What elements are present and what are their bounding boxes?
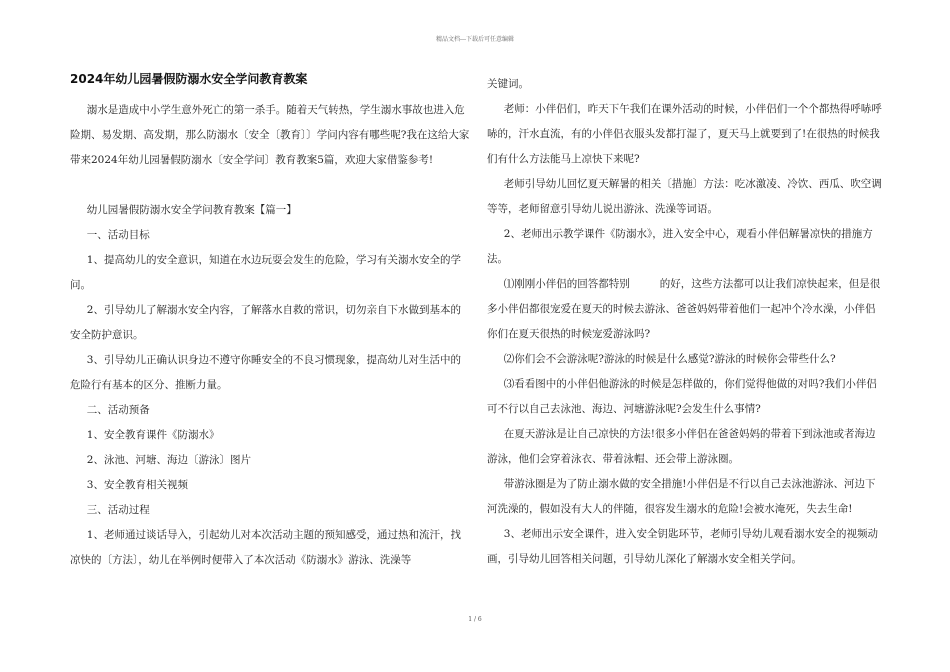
paragraph: 关键词。 — [487, 78, 529, 90]
prep-item: 1、安全教育课件《防溺水》 — [86, 429, 220, 441]
subheading-preparation: 二、活动预备 — [86, 404, 150, 416]
goal-item: 1、提高幼儿的安全意识，知道在水边玩耍会发生的危险，学习有关溺水安全的学问。 — [70, 254, 461, 291]
paragraph: 老师：小伴侣们，昨天下午我们在课外活动的时候，小伴侣们一个个都热得呼哧呼哧的，汗水直流，有的小伴侣衣服头发都打湿了，夏天马上就要到了!在很热的时候我们有什么方法能马上凉快下来呢? — [487, 103, 882, 165]
paragraph-part: 的好，这些方法都可以让我们凉快起来，但是很多小伴侣都很宠爱在夏天的时候去游泳、爸爸妈妈带着他们一起冲个冷水澡，小伴侣你们在夏天很热的时候宠爱游泳吗? — [487, 278, 881, 340]
section-heading: 幼儿园暑假防溺水安全学问教育教案【篇一】 — [86, 204, 297, 216]
intro-paragraph: 溺水是造成中小学生意外死亡的第一杀手。随着天气转热，学生溺水事故也进入危险期、易发期、高发期，那么防溺水〔安全〔教育〕〕学问内容有哪些呢?我在这给大家带来2024年幼儿园暑假防溺水〔安全学问〕教育教案5篇，欢迎大家借鉴参考! — [70, 104, 470, 166]
document-title: 2024年幼儿园暑假防溺水安全学问教育教案 — [70, 72, 308, 86]
goal-item: 3、引导幼儿正确认识身边不遵守你睡安全的不良习惯现象，提高幼儿对生活中的危险行有基本的区分、推断力量。 — [70, 354, 461, 391]
paragraph: 带游泳圈是为了防止溺水做的安全措施!小伴侣是不行以自己去泳池游泳、河边下河洗澡的，假如没有大人的伴随，很容发生溺水的危险!会被水淹死，失去生命! — [487, 478, 876, 515]
goal-item: 2、引导幼儿了解溺水安全内容，了解落水自救的常识，切勿亲自下水做到基本的安全防护意识。 — [70, 304, 461, 341]
subheading-process: 三、活动过程 — [86, 504, 150, 516]
process-item: 1、老师通过谈话导入，引起幼儿对本次活动主题的预知感受，通过热和流汗，找凉快的〔方法〕，幼儿在举例时便带入了本次活动《防溺水》游泳、洗澡等 — [70, 529, 461, 566]
paragraph: 在夏天游泳是让自己凉快的方法!很多小伴侣在爸爸妈妈的带着下到泳池或者海边游泳，他们会穿着泳衣、带着泳帽、还会带上游泳圈。 — [487, 428, 876, 465]
page-header: 精品文档---下载后可任意编辑 — [435, 36, 515, 43]
right-column — [487, 72, 883, 572]
paragraph: ⑵你们会不会游泳呢?游泳的时候是什么感觉?游泳的时候你会带些什么? — [503, 353, 836, 365]
spacer — [70, 173, 470, 198]
paragraph: 3、老师出示安全课件，进入安全钥匙环节，老师引导幼儿观看溺水安全的视频动画，引导幼儿回答相关问题，引导幼儿深化了解溺水安全相关学问。 — [487, 528, 878, 565]
paragraph: ⑶看看图中的小伴侣他游泳的时候是怎样做的，你们觉得他做的对吗?我们小伴侣可不行以自己去泳池、海边、河塘游泳呢?会发生什么事情? — [487, 378, 877, 415]
prep-item: 3、安全教育相关视频 — [86, 479, 188, 491]
left-column — [70, 98, 470, 573]
subheading-goals: 一、活动目标 — [86, 229, 150, 241]
paragraph: 2、老师出示教学课件《防溺水》，进入安全中心，观看小伴侣解暑凉快的措施方法。 — [487, 228, 873, 265]
paragraph-part: ⑴刚刚小伴侣的回答都特别 — [503, 278, 630, 290]
paragraph — [487, 272, 883, 347]
prep-item: 2、泳池、河塘、海边〔游泳〕图片 — [86, 454, 251, 466]
page-number: 1 / 6 — [468, 616, 482, 623]
paragraph: 老师引导幼儿回忆夏天解暑的相关〔措施〕方法：吃冰激凌、冷饮、西瓜、吹空调等等，老师留意引导幼儿说出游泳、洗澡等词语。 — [487, 178, 882, 215]
